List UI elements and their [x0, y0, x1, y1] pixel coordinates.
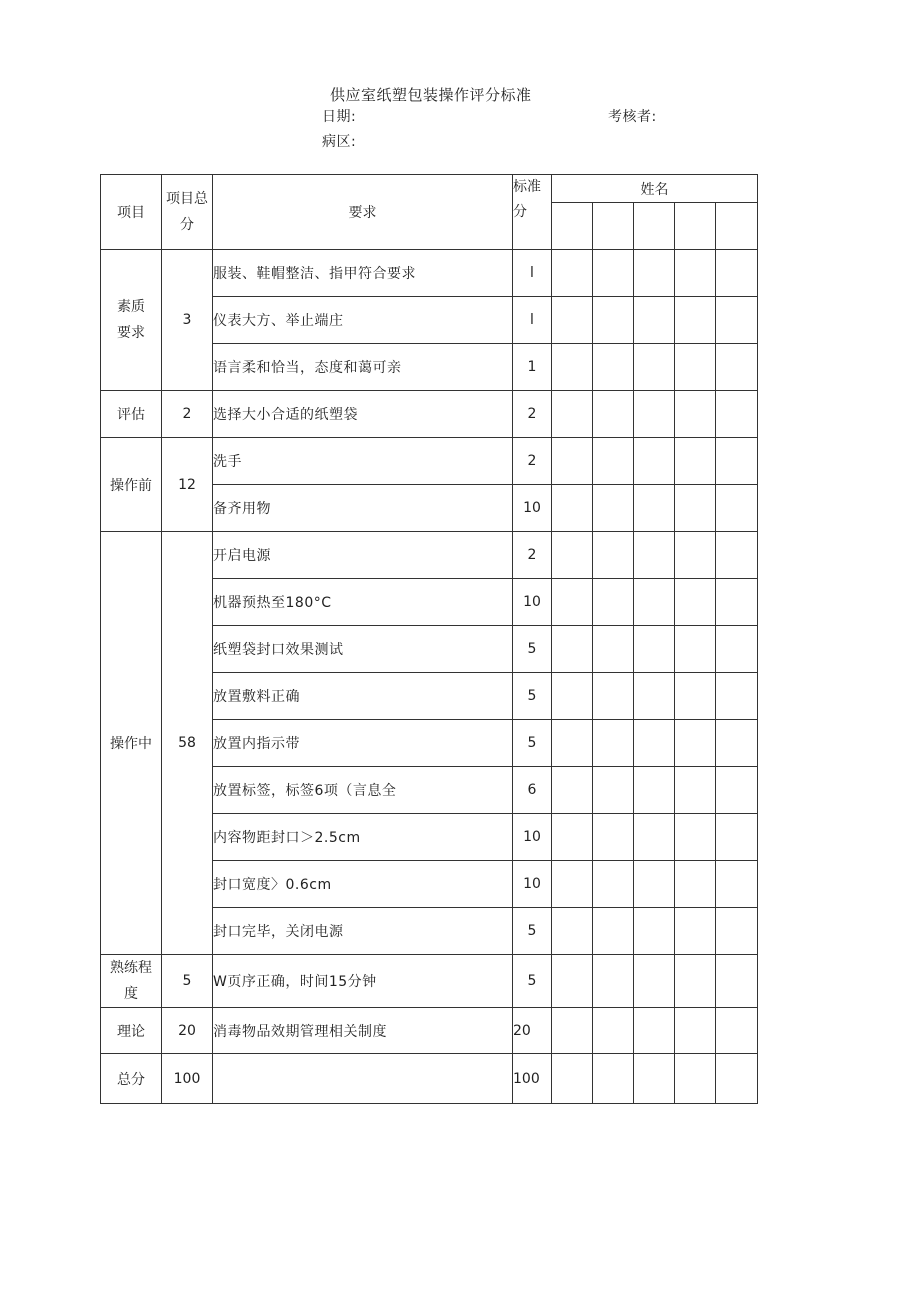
standard-score: 5	[513, 955, 552, 1008]
score-cell[interactable]	[552, 438, 593, 485]
score-cell[interactable]	[634, 391, 675, 438]
score-cell[interactable]	[675, 626, 716, 673]
requirement-text: 放置标签，标签6项（言息全	[213, 767, 513, 814]
score-cell[interactable]	[675, 250, 716, 297]
name-cell[interactable]	[634, 203, 675, 250]
score-cell[interactable]	[593, 908, 634, 955]
score-cell[interactable]	[716, 532, 758, 579]
score-cell[interactable]	[634, 579, 675, 626]
requirement-text: 纸塑袋封口效果测试	[213, 626, 513, 673]
score-cell[interactable]	[552, 1008, 593, 1054]
standard-score: 1	[513, 344, 552, 391]
standard-score: 20	[513, 1008, 552, 1054]
header-requirement: 要求	[213, 175, 513, 250]
name-cell[interactable]	[716, 203, 758, 250]
score-cell[interactable]	[675, 579, 716, 626]
section-total: 5	[162, 955, 213, 1008]
score-cell[interactable]	[716, 1054, 758, 1104]
requirement-text: 放置敷料正确	[213, 673, 513, 720]
score-cell[interactable]	[675, 908, 716, 955]
requirement-text: 消毒物品效期管理相关制度	[213, 1008, 513, 1054]
score-cell[interactable]	[593, 297, 634, 344]
score-cell[interactable]	[634, 485, 675, 532]
section-item: 操作中	[101, 532, 162, 955]
score-cell[interactable]	[552, 532, 593, 579]
section-item: 素质 要求	[101, 250, 162, 391]
score-cell[interactable]	[552, 626, 593, 673]
score-cell[interactable]	[716, 861, 758, 908]
score-cell[interactable]	[552, 908, 593, 955]
date-label: 日期:	[322, 109, 357, 125]
score-cell[interactable]	[675, 861, 716, 908]
score-cell[interactable]	[593, 1008, 634, 1054]
score-cell[interactable]	[552, 1054, 593, 1104]
requirement-text: 内容物距封口＞2.5cm	[213, 814, 513, 861]
score-cell[interactable]	[716, 250, 758, 297]
score-cell[interactable]	[675, 673, 716, 720]
score-cell[interactable]	[593, 532, 634, 579]
score-cell[interactable]	[552, 344, 593, 391]
score-cell[interactable]	[675, 297, 716, 344]
score-cell[interactable]	[675, 1008, 716, 1054]
requirement-text: 放置内指示带	[213, 720, 513, 767]
score-cell[interactable]	[593, 391, 634, 438]
score-cell[interactable]	[634, 626, 675, 673]
score-cell[interactable]	[634, 767, 675, 814]
requirement-text: 开启电源	[213, 532, 513, 579]
section-item: 操作前	[101, 438, 162, 532]
standard-score: 5	[513, 626, 552, 673]
score-cell[interactable]	[716, 955, 758, 1008]
score-cell[interactable]	[716, 720, 758, 767]
score-cell[interactable]	[552, 955, 593, 1008]
header-item-total: 项目总 分	[162, 175, 213, 250]
section-total: 58	[162, 532, 213, 955]
section-total: 3	[162, 250, 213, 391]
section-item: 理论	[101, 1008, 162, 1054]
section-total: 12	[162, 438, 213, 532]
score-cell[interactable]	[675, 1054, 716, 1104]
requirement-text: 服装、鞋帽整洁、指甲符合要求	[213, 250, 513, 297]
score-cell[interactable]	[716, 673, 758, 720]
score-cell[interactable]	[675, 532, 716, 579]
score-cell[interactable]	[593, 1054, 634, 1104]
requirement-text: 备齐用物	[213, 485, 513, 532]
section-total: 20	[162, 1008, 213, 1054]
standard-score: l	[513, 297, 552, 344]
name-cell[interactable]	[552, 203, 593, 250]
header-name: 姓名	[552, 175, 758, 203]
score-cell[interactable]	[593, 250, 634, 297]
score-cell[interactable]	[634, 861, 675, 908]
requirement-text: 封口宽度〉0.6cm	[213, 861, 513, 908]
requirement-text: 机器预热至180°C	[213, 579, 513, 626]
score-cell[interactable]	[552, 673, 593, 720]
standard-score: 2	[513, 438, 552, 485]
standard-score: 10	[513, 579, 552, 626]
standard-score: 10	[513, 861, 552, 908]
section-item: 熟练程 度	[101, 955, 162, 1008]
requirement-text: 语言柔和恰当，态度和蔼可亲	[213, 344, 513, 391]
section-item: 评估	[101, 391, 162, 438]
score-cell[interactable]	[716, 485, 758, 532]
requirement-text	[213, 1054, 513, 1104]
standard-score: 6	[513, 767, 552, 814]
score-table	[100, 174, 758, 1104]
score-cell[interactable]	[634, 250, 675, 297]
score-cell[interactable]	[593, 626, 634, 673]
score-cell[interactable]	[675, 814, 716, 861]
score-cell[interactable]	[716, 297, 758, 344]
name-cell[interactable]	[593, 203, 634, 250]
score-cell[interactable]	[634, 814, 675, 861]
requirement-text: 封口完毕，关闭电源	[213, 908, 513, 955]
requirement-text: W页序正确，时间15分钟	[213, 955, 513, 1008]
score-cell[interactable]	[675, 955, 716, 1008]
standard-score: 2	[513, 391, 552, 438]
score-cell[interactable]	[716, 1008, 758, 1054]
score-cell[interactable]	[593, 485, 634, 532]
score-cell[interactable]	[716, 579, 758, 626]
standard-score: 5	[513, 720, 552, 767]
score-cell[interactable]	[593, 438, 634, 485]
section-item: 总分	[101, 1054, 162, 1104]
score-cell[interactable]	[634, 955, 675, 1008]
score-cell[interactable]	[552, 767, 593, 814]
score-cell[interactable]	[675, 391, 716, 438]
score-cell[interactable]	[634, 1008, 675, 1054]
score-cell[interactable]	[593, 579, 634, 626]
score-cell[interactable]	[593, 344, 634, 391]
score-cell[interactable]	[634, 297, 675, 344]
score-cell[interactable]	[634, 1054, 675, 1104]
score-cell[interactable]	[552, 861, 593, 908]
score-cell[interactable]	[716, 344, 758, 391]
page-title: 供应室纸塑包装操作评分标准	[330, 86, 532, 104]
standard-score: 10	[513, 485, 552, 532]
score-cell[interactable]	[675, 720, 716, 767]
score-cell[interactable]	[634, 344, 675, 391]
standard-score: 5	[513, 908, 552, 955]
standard-score: 10	[513, 814, 552, 861]
score-cell[interactable]	[552, 814, 593, 861]
score-cell[interactable]	[552, 485, 593, 532]
score-cell[interactable]	[716, 908, 758, 955]
score-cell[interactable]	[634, 720, 675, 767]
score-cell[interactable]	[675, 344, 716, 391]
score-cell[interactable]	[634, 532, 675, 579]
score-cell[interactable]	[593, 861, 634, 908]
standard-score: 2	[513, 532, 552, 579]
header-standard: 标准 分	[513, 175, 552, 250]
score-cell[interactable]	[716, 767, 758, 814]
section-total: 2	[162, 391, 213, 438]
score-cell[interactable]	[593, 767, 634, 814]
score-cell[interactable]	[716, 391, 758, 438]
score-cell[interactable]	[552, 720, 593, 767]
score-cell[interactable]	[716, 626, 758, 673]
requirement-text: 仪表大方、举止端庄	[213, 297, 513, 344]
score-cell[interactable]	[552, 391, 593, 438]
requirement-text: 洗手	[213, 438, 513, 485]
ward-label: 病区:	[322, 134, 357, 150]
standard-score: 100	[513, 1054, 552, 1104]
score-cell[interactable]	[675, 767, 716, 814]
score-cell[interactable]	[593, 720, 634, 767]
examiner-label: 考核者:	[608, 109, 657, 125]
score-cell[interactable]	[634, 673, 675, 720]
score-cell[interactable]	[675, 485, 716, 532]
score-cell[interactable]	[634, 908, 675, 955]
name-cell[interactable]	[675, 203, 716, 250]
standard-score: l	[513, 250, 552, 297]
score-cell[interactable]	[593, 814, 634, 861]
score-cell[interactable]	[552, 297, 593, 344]
score-cell[interactable]	[675, 438, 716, 485]
header-item: 项目	[101, 175, 162, 250]
score-cell[interactable]	[716, 438, 758, 485]
score-cell[interactable]	[593, 673, 634, 720]
score-cell[interactable]	[552, 250, 593, 297]
score-cell[interactable]	[552, 579, 593, 626]
section-total: 100	[162, 1054, 213, 1104]
requirement-text: 选择大小合适的纸塑袋	[213, 391, 513, 438]
score-cell[interactable]	[593, 955, 634, 1008]
score-cell[interactable]	[716, 814, 758, 861]
standard-score: 5	[513, 673, 552, 720]
score-cell[interactable]	[634, 438, 675, 485]
